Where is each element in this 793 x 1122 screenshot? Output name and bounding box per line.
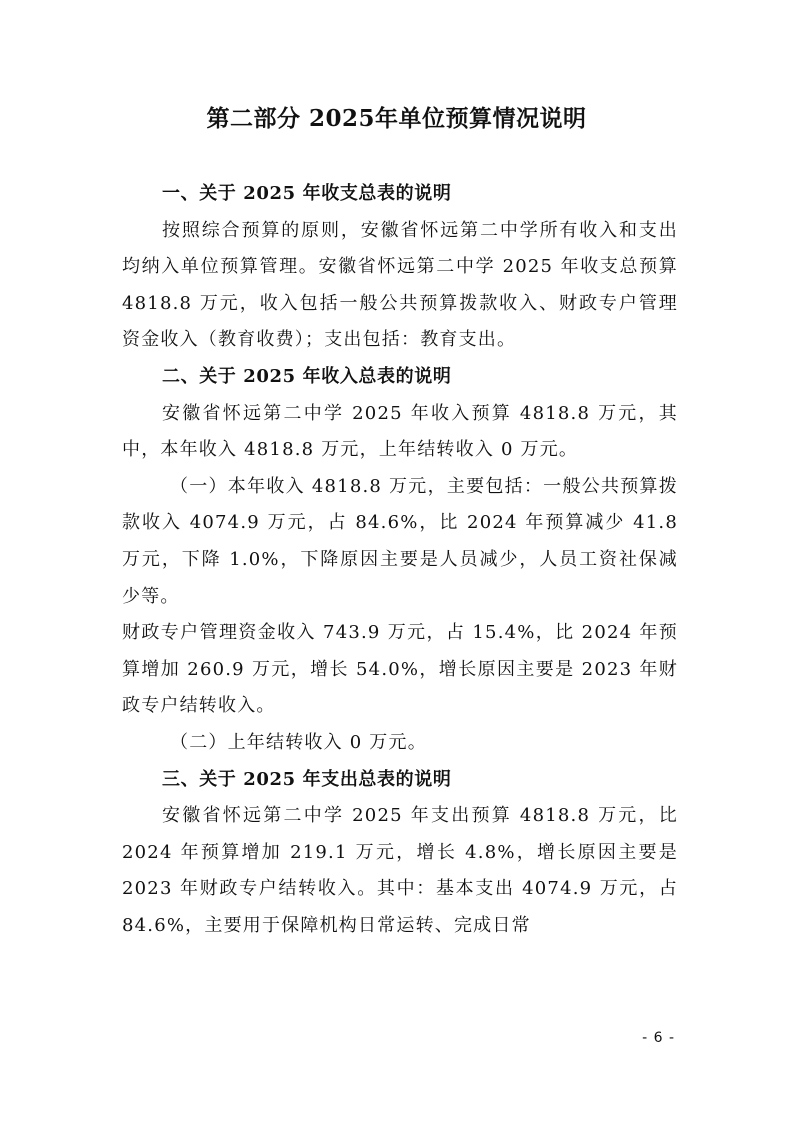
page-number: - 6 - xyxy=(642,1030,675,1046)
page-title: 第二部分 2025年单位预算情况说明 xyxy=(206,105,587,132)
section-heading-2: 二、关于 2025 年收入总表的说明 xyxy=(162,365,452,387)
paragraph-2: 安徽省怀远第二中学 2025 年收入预算 4818.8 万元，其中，本年收入 4818.8 万元，上年结转收入 0 万元。 xyxy=(122,402,678,461)
section-heading-1: 一、关于 2025 年收支总表的说明 xyxy=(162,183,452,204)
document-body xyxy=(122,176,678,944)
section-heading-3: 三、关于 2025 年支出总表的说明 xyxy=(162,768,452,790)
paragraph-1: 按照综合预算的原则，安徽省怀远第二中学所有收入和支出均纳入单位预算管理。安徽省怀远第二中学 2025 年收支总预算 4818.8 万元，收入包括一般公共预算拨款收入、财政专户管理资金收入（教育收费）；支出包括：教育支出。 xyxy=(122,219,678,351)
paragraph-5: （二）上年结转收入 0 万元。 xyxy=(170,731,427,753)
paragraph-6: 安徽省怀远第二中学 2025 年支出预算 4818.8 万元，比 2024 年预算增加 219.1 万元，增长 4.8%，增长原因主要是 2023 年财政专户结转收入。其中：基本支出 4074.9 万元，占 84.6%，主要用于保障机构日常运转、完成日常 xyxy=(122,805,678,936)
paragraph-4: 财政专户管理资金收入 743.9 万元，占 15.4%，比 2024 年预算增加 260.9 万元，增长 54.0%，增长原因主要是 2023 年财政专户结转收入。 xyxy=(122,622,678,717)
paragraph-3: （一）本年收入 4818.8 万元，主要包括：一般公共预算拨款收入 4074.9 万元，占 84.6%，比 2024 年预算减少 41.8 万元，下降 1.0%，下降原因主要是人员减少，人员工资社保减少等。 xyxy=(122,475,678,607)
